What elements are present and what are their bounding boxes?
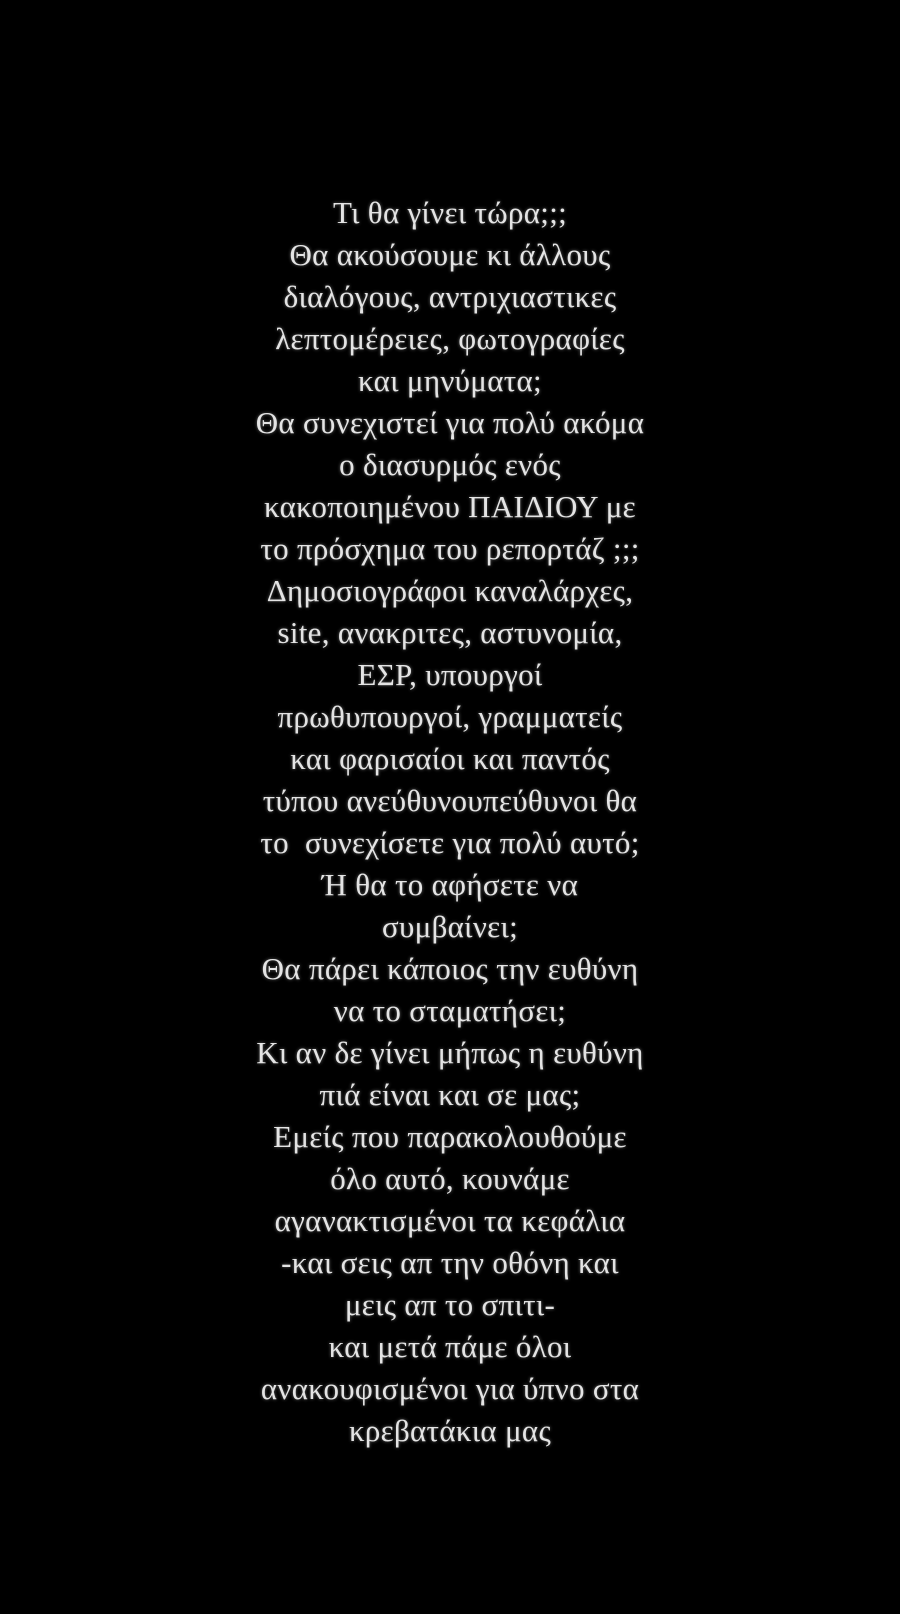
text-line: όλο αυτό, κουνάμε xyxy=(330,1161,570,1196)
story-text-block xyxy=(140,192,760,1452)
text-line: Ή θα το αφήσετε να xyxy=(321,867,579,902)
text-line: κακοποιημένου ΠΑΙΔΙΟΥ με xyxy=(263,489,636,524)
text-line: ανακουφισμένοι για ύπνο στα xyxy=(260,1371,640,1406)
text-line: να το σταματήσει; xyxy=(333,993,567,1028)
text-line: -και σεις απ την οθόνη και xyxy=(281,1245,619,1280)
text-line: Θα συνεχιστεί για πολύ ακόμα xyxy=(255,405,645,440)
text-line: κρεβατάκια μας xyxy=(348,1413,552,1448)
text-line: Κι αν δε γίνει μήπως η ευθύνη xyxy=(256,1035,644,1070)
text-line: ο διασυρμός ενός xyxy=(339,447,561,482)
text-line: και μετά πάμε όλοι xyxy=(328,1329,572,1364)
text-line: πιά είναι και σε μας; xyxy=(319,1077,581,1112)
text-line: Θα πάρει κάποιος την ευθύνη xyxy=(261,951,639,986)
text-line: το πρόσχημα του ρεπορτάζ ;;; xyxy=(260,531,640,566)
text-line: το συνεχίσετε για πολύ αυτό; xyxy=(260,825,640,860)
text-line: Θα ακούσουμε κι άλλους xyxy=(289,237,611,272)
text-line: πρωθυπουργοί, γραμματείς xyxy=(277,699,623,734)
text-line: Δημοσιογράφοι καναλάρχες, xyxy=(266,573,634,608)
text-line: Τι θα γίνει τώρα;;; xyxy=(332,195,568,230)
text-line: ΕΣΡ, υπουργοί xyxy=(357,657,543,692)
text-line: τύπου ανεύθυνουπεύθυνοι θα xyxy=(262,783,638,818)
text-line: και μηνύματα; xyxy=(358,363,542,398)
text-line: site, ανακριτες, αστυνομία, xyxy=(277,615,623,650)
text-line: Εμείς που παρακολουθούμε xyxy=(273,1119,627,1154)
text-line: αγανακτισμένοι τα κεφάλια xyxy=(274,1203,626,1238)
text-line: μεις απ το σπιτι- xyxy=(344,1287,556,1322)
text-line: συμβαίνει; xyxy=(381,909,519,944)
text-line: διαλόγους, αντριχιαστικες xyxy=(283,279,617,314)
text-line: λεπτομέρειες, φωτογραφίες xyxy=(275,321,625,356)
text-line: και φαρισαίοι και παντός xyxy=(290,741,610,776)
